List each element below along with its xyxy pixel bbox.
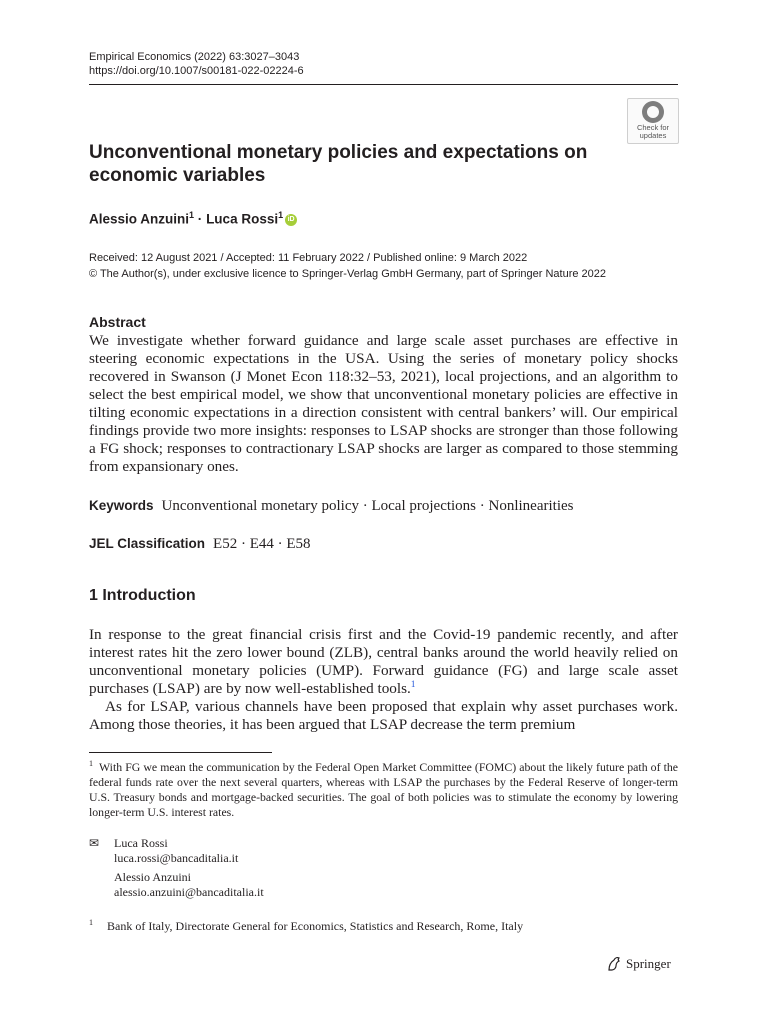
author-name[interactable]: Alessio Anzuini bbox=[89, 211, 190, 227]
keywords-label: Keywords bbox=[89, 498, 154, 513]
jel-codes: E52 · E44 · E58 bbox=[213, 536, 311, 552]
springer-horse-icon bbox=[606, 956, 622, 972]
abstract-heading: Abstract bbox=[89, 314, 146, 330]
copyright-notice: © The Author(s), under exclusive licence to Springer-Verlag GmbH Germany, part of Springer Nature 2022 bbox=[89, 268, 606, 280]
affiliation-mark: 1 bbox=[278, 210, 284, 220]
check-for-updates-label: Check for updates bbox=[636, 123, 670, 140]
contact-entry bbox=[89, 836, 264, 866]
author-name[interactable]: Luca Rossi bbox=[206, 211, 279, 227]
affiliation-mark: 1 bbox=[189, 210, 195, 220]
jel-classification bbox=[89, 536, 311, 553]
footnote-divider bbox=[89, 752, 272, 753]
paragraph: In response to the great financial crisis first and the Covid-19 pandemic recently, and after interest rates hit the zero lower bound (ZLB), central banks around the world heavily relied on unconventional monetary policies (UMP). Forward guidance (FG) and large scale asset purchases (LSAP) are by now well-established tools.$^1$ bbox=[89, 626, 678, 697]
journal-reference bbox=[89, 50, 304, 78]
paper-title: Unconventional monetary policies and expectations on economic variables bbox=[89, 142, 588, 186]
doi-link[interactable]: https://doi.org/10.1007/s00181-022-02224-6 bbox=[89, 65, 304, 77]
affiliation-mark: 1 bbox=[89, 918, 93, 927]
contact-name: Alessio Anzuini bbox=[114, 870, 191, 884]
abstract-text: We investigate whether forward guidance and large scale asset purchases are effective in steering economic expectations in the USA. Using the series of monetary policy shocks recovered in Swanson (J Monet Econ 118:32–53, 2021), local projections, and an algorithm to select the best empirical model, we show that unconventional monetary policies are effective in tilting economic expectations in a direction consistent with central bankers’ will. Our empirical findings provide two more insights: responses to LSAP shocks are stronger than those following a FG shock; responses to contractionary LSAP shocks are larger as compared to those stemming from expansionary ones. bbox=[89, 332, 678, 475]
orcid-icon[interactable]: iD bbox=[285, 214, 297, 226]
paragraph: As for LSAP, various channels have been proposed that explain why asset purchases work. Among those theories, it has been argued that LSAP decrease the term premium bbox=[89, 698, 678, 733]
contact-entry bbox=[89, 870, 264, 900]
jel-label: JEL Classification bbox=[89, 536, 206, 551]
contact-email[interactable]: alessio.anzuini@bancaditalia.it bbox=[114, 885, 264, 899]
footnote bbox=[89, 756, 678, 820]
affiliation bbox=[89, 915, 523, 934]
keywords bbox=[89, 498, 574, 515]
publisher-logo bbox=[606, 956, 671, 972]
header-divider bbox=[89, 84, 678, 85]
contact-name: Luca Rossi bbox=[114, 836, 168, 850]
check-for-updates-icon bbox=[642, 101, 664, 123]
corresponding-contacts bbox=[89, 836, 264, 900]
section-heading-introduction: 1 Introduction bbox=[89, 587, 196, 604]
affiliation-text: Bank of Italy, Directorate General for Economics, Statistics and Research, Rome, Italy bbox=[107, 919, 524, 933]
footnote-reference[interactable]: 1 bbox=[410, 678, 416, 689]
footnote-text: With FG we mean the communication by the Federal Open Market Committee (FOMC) about the likely future path of the federal funds rate over the next several quarters, whereas with LSAP the purchases by the Federal Reserve of longer-term U.S. Treasury bonds and mortgage-backed securities. The goal of both policies was to stimulate the economy by lowering longer-term U.S. interest rates. bbox=[89, 759, 678, 819]
journal-citation: Empirical Economics (2022) 63:3027–3043 bbox=[89, 51, 300, 63]
introduction-body bbox=[89, 626, 678, 734]
envelope-icon: ✉ bbox=[89, 836, 100, 850]
author-separator: · bbox=[197, 211, 203, 227]
footnote-mark: 1 bbox=[89, 759, 93, 768]
author-list bbox=[89, 210, 297, 227]
keywords-text: Unconventional monetary policy · Local projections · Nonlinearities bbox=[161, 498, 574, 514]
publication-dates bbox=[89, 250, 606, 282]
contact-email[interactable]: luca.rossi@bancaditalia.it bbox=[114, 851, 239, 865]
history-dates: Received: 12 August 2021 / Accepted: 11 February 2022 / Published online: 9 March 2022 bbox=[89, 252, 528, 264]
check-for-updates-badge[interactable] bbox=[627, 98, 679, 144]
publisher-name: Springer bbox=[626, 956, 671, 971]
